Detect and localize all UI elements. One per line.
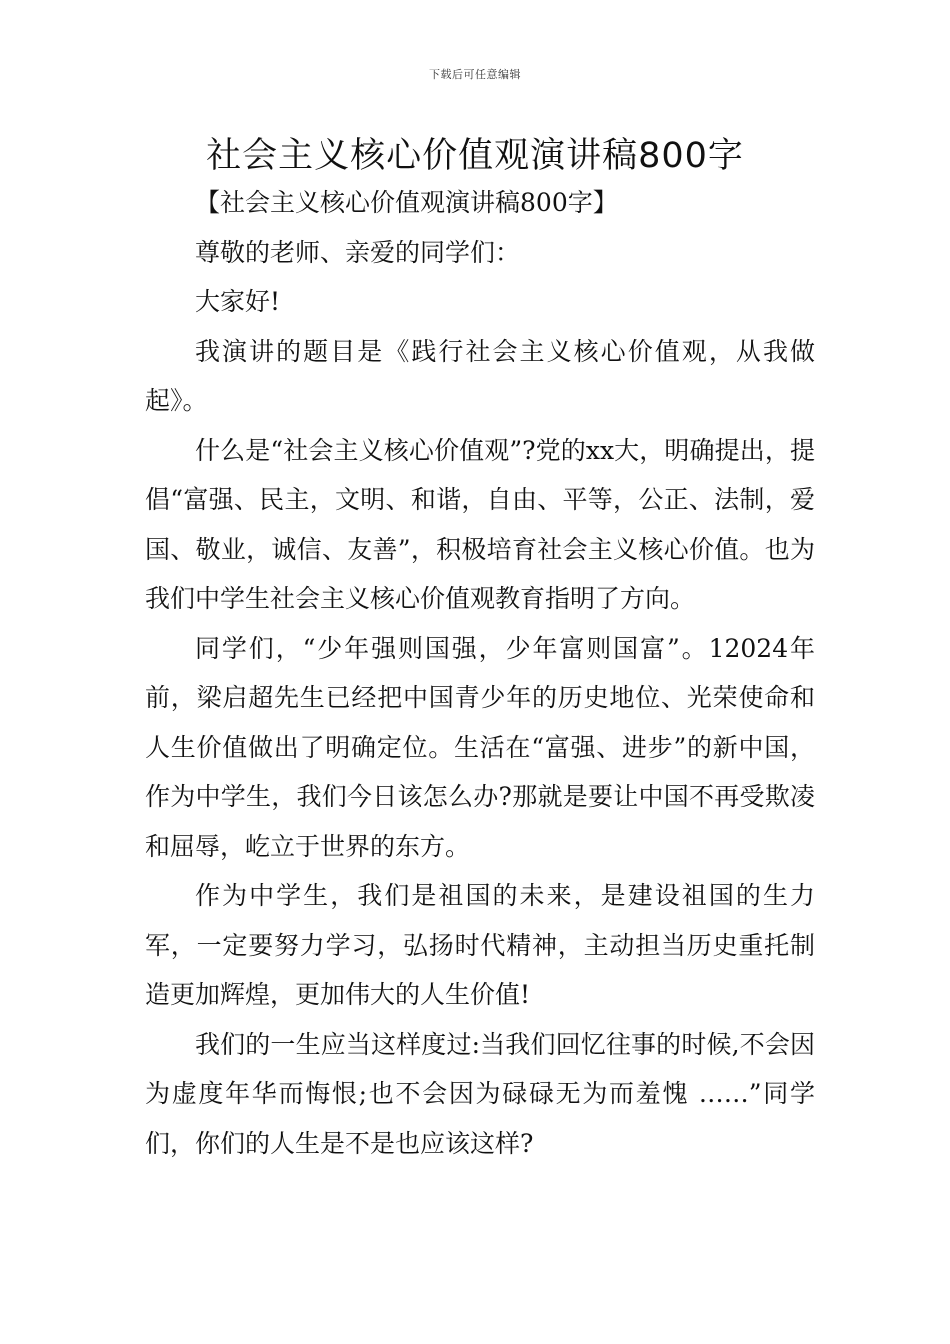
document-title: 社会主义核心价值观演讲稿800字 bbox=[206, 136, 744, 176]
paragraph-core-values: 什么是“社会主义核心价值观”?党的xx大，明确提出，提倡“富强、民主，文明、和谐，自由、平等，公正、法制，爱国、敬业，诚信、友善”，积极培育社会主义核心价值。也为我们中学生社会主义核心价值观教育指明了方向。 bbox=[145, 435, 815, 613]
paragraph-youth: 同学们，“少年强则国强，少年富则国富”。12024年前，梁启超先生已经把中国青少年的历史地位、光荣使命和人生价值做出了明确定位。生活在“富强、进步”的新中国，作为中学生，我们今日该怎么办?那就是要让中国不再受欺凌和屈辱，屹立于世界的东方。 bbox=[145, 633, 815, 861]
paragraph-topic: 我演讲的题目是《践行社会主义核心价值观，从我做起》。 bbox=[145, 336, 815, 415]
document-body bbox=[145, 178, 815, 1168]
paragraph-hello: 大家好! bbox=[195, 287, 281, 316]
paragraph-subtitle: 【社会主义核心价值观演讲稿800字】 bbox=[195, 188, 618, 217]
paragraph-greeting: 尊敬的老师、亲爱的同学们： bbox=[195, 237, 521, 267]
header-note: 下载后可任意编辑 bbox=[429, 68, 521, 81]
paragraph-life: 我们的一生应当这样度过:当我们回忆往事的时候,不会因为虚度年华而悔恨;也不会因为碌碌无为而羞愧 ……”同学们，你们的人生是不是也应该这样? bbox=[145, 1029, 815, 1158]
paragraph-students: 作为中学生，我们是祖国的未来，是建设祖国的生力军，一定要努力学习，弘扬时代精神，主动担当历史重托制造更加辉煌，更加伟大的人生价值! bbox=[145, 881, 815, 1009]
